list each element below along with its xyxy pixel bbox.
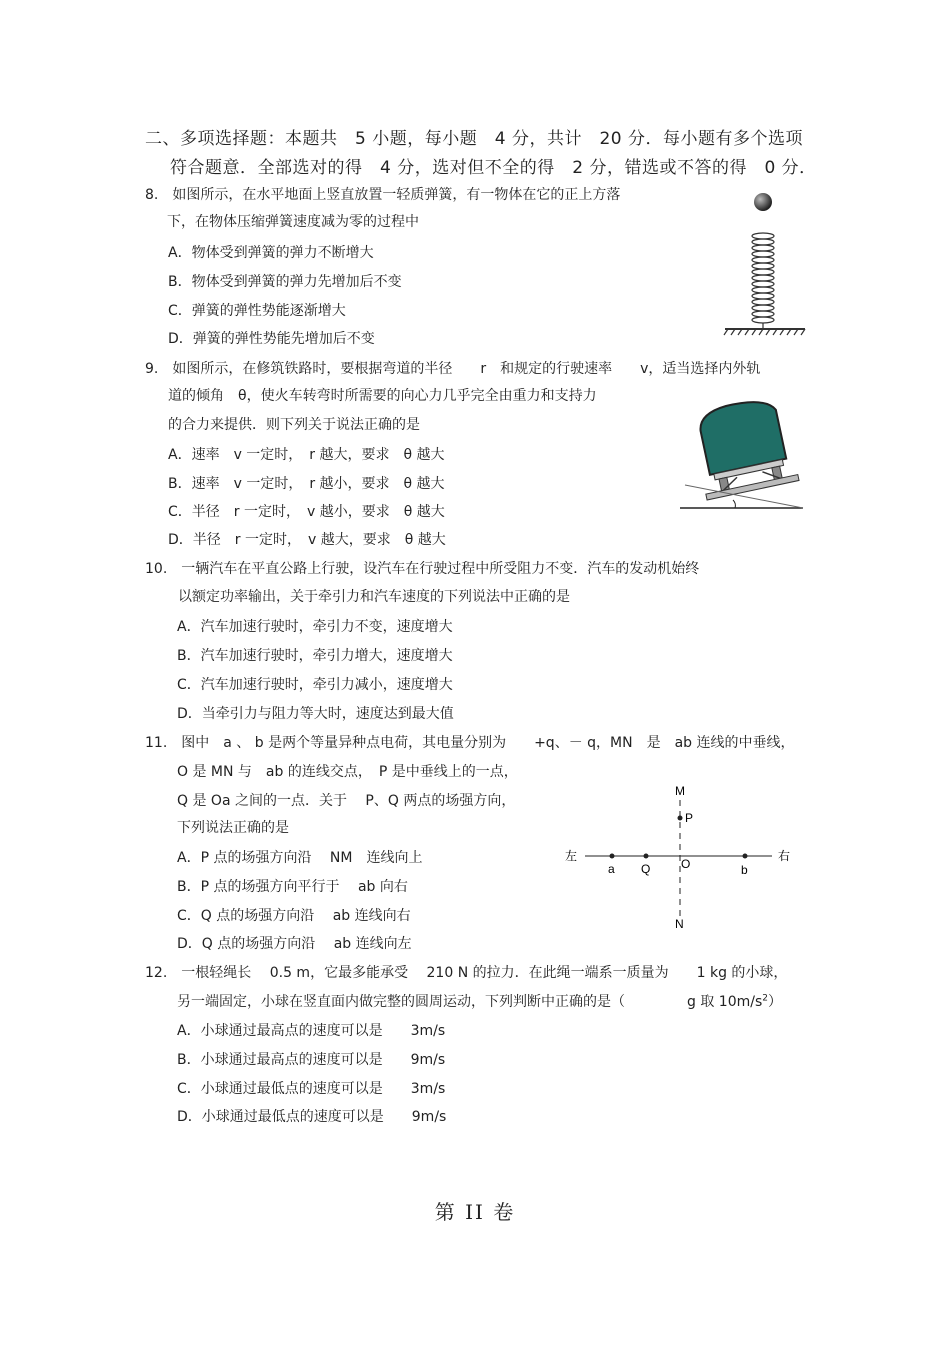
label-q: Q bbox=[641, 862, 651, 876]
q8-option-c: C．弹簧的弹性势能逐渐增大 bbox=[168, 303, 346, 319]
q12-gravity-text: g 取 10m/s bbox=[687, 994, 763, 1010]
q12-stem-line1: 12. 一根轻绳长 0.5 m，它最多能承受 210 N 的拉力．在此绳一端系一质量为 1 kg 的小球， bbox=[145, 965, 788, 981]
section-header-line1: 二、多项选择题：本题共 5 小题，每小题 4 分，共计 20 分．每小题有多个选项 bbox=[145, 129, 803, 149]
q9-option-b: B．速率 v 一定时， r 越小，要求 θ 越大 bbox=[168, 476, 445, 492]
point-p-icon bbox=[678, 816, 683, 821]
point-b-icon bbox=[743, 854, 748, 859]
q11-option-b: B．P 点的场强方向平行于 ab 向右 bbox=[177, 879, 408, 895]
spring-figure bbox=[720, 188, 810, 338]
q12-close-paren: ） bbox=[767, 994, 782, 1010]
label-o: O bbox=[681, 857, 691, 871]
q12-gravity-exponent: 2 bbox=[762, 993, 768, 1004]
q12-option-d: D．小球通过最低点的速度可以是 9m/s bbox=[177, 1109, 447, 1125]
q12-option-c: C．小球通过最低点的速度可以是 3m/s bbox=[177, 1081, 446, 1097]
q9-option-a: A．速率 v 一定时， r 越大，要求 θ 越大 bbox=[168, 447, 445, 463]
label-p: P bbox=[685, 811, 694, 825]
q9-option-c: C．半径 r 一定时， v 越小，要求 θ 越大 bbox=[168, 504, 445, 520]
q11-option-d: D．Q 点的场强方向沿 ab 连线向左 bbox=[177, 936, 412, 952]
label-left: 左 bbox=[565, 849, 578, 863]
q11-stem-line4: 下列说法正确的是 bbox=[177, 820, 289, 836]
label-m: M bbox=[675, 784, 685, 798]
q8-option-d: D．弹簧的弹性势能先增加后不变 bbox=[168, 331, 375, 347]
q11-stem-line1: 11. 图中 a 、 b 是两个等量异种点电荷，其电量分别为 +q、－ q，MN 是 ab 连线的中垂线， bbox=[145, 735, 795, 751]
q8-stem-line2: 下，在物体压缩弹簧速度减为零的过程中 bbox=[167, 214, 419, 230]
train-car-icon bbox=[689, 394, 799, 500]
section-header-line2: 符合题意．全部选对的得 4 分，选对但不全的得 2 分，错选或不答的得 0 分． bbox=[170, 158, 817, 178]
q9-stem-line3: 的合力来提供．则下列关于说法正确的是 bbox=[168, 417, 420, 433]
spring-coil-icon bbox=[752, 233, 774, 329]
train-figure bbox=[675, 388, 805, 513]
q11-option-a: A．P 点的场强方向沿 NM 连线向上 bbox=[177, 850, 423, 866]
ground-icon bbox=[724, 329, 805, 335]
charge-figure bbox=[560, 780, 800, 935]
q10-stem-line2: 以额定功率输出，关于牵引力和汽车速度的下列说法中正确的是 bbox=[178, 589, 570, 605]
q11-stem-line3: Q 是 Oa 之间的一点．关于 P、Q 两点的场强方向， bbox=[177, 793, 516, 809]
label-n: N bbox=[675, 917, 684, 931]
q12-stem-text: 另一端固定，小球在竖直面内做完整的圆周运动，下列判断中正确的是（ bbox=[177, 994, 625, 1010]
q11-stem-line2: O 是 MN 与 ab 的连线交点， P 是中垂线上的一点， bbox=[177, 764, 518, 780]
q8-option-a: A．物体受到弹簧的弹力不断增大 bbox=[168, 245, 374, 261]
q9-option-d: D．半径 r 一定时， v 越大，要求 θ 越大 bbox=[168, 532, 446, 548]
q10-option-d: D．当牵引力与阻力等大时，速度达到最大值 bbox=[177, 706, 454, 722]
q8-stem-line1: 8. 如图所示，在水平地面上竖直放置一轻质弹簧，有一物体在它的正上方落 bbox=[145, 187, 621, 203]
point-q-icon bbox=[644, 854, 649, 859]
label-a: a bbox=[608, 862, 615, 876]
q11-option-c: C．Q 点的场强方向沿 ab 连线向右 bbox=[177, 908, 411, 924]
part-ii-title: 第 II 卷 bbox=[434, 1200, 516, 1224]
point-a-icon bbox=[610, 854, 615, 859]
q12-option-b: B．小球通过最高点的速度可以是 9m/s bbox=[177, 1052, 446, 1068]
q12-stem-line2 bbox=[177, 991, 782, 1011]
label-b: b bbox=[741, 863, 748, 877]
q9-stem-line1: 9. 如图所示，在修筑铁路时，要根据弯道的半径 r 和规定的行驶速率 v，适当选择内外轨 bbox=[145, 361, 761, 377]
q10-option-a: A．汽车加速行驶时，牵引力不变，速度增大 bbox=[177, 619, 453, 635]
angle-arc bbox=[733, 500, 735, 508]
q10-stem-line1: 10. 一辆汽车在平直公路上行驶，设汽车在行驶过程中所受阻力不变．汽车的发动机始终 bbox=[145, 561, 700, 577]
q10-option-c: C．汽车加速行驶时，牵引力减小，速度增大 bbox=[177, 677, 453, 693]
q8-option-b: B．物体受到弹簧的弹力先增加后不变 bbox=[168, 274, 402, 290]
ball-icon bbox=[754, 193, 772, 211]
q10-option-b: B．汽车加速行驶时，牵引力增大，速度增大 bbox=[177, 648, 453, 664]
q9-stem-line2: 道的倾角 θ，使火车转弯时所需要的向心力几乎完全由重力和支持力 bbox=[168, 388, 597, 404]
label-right: 右 bbox=[778, 849, 791, 863]
q12-option-a: A．小球通过最高点的速度可以是 3m/s bbox=[177, 1023, 446, 1039]
